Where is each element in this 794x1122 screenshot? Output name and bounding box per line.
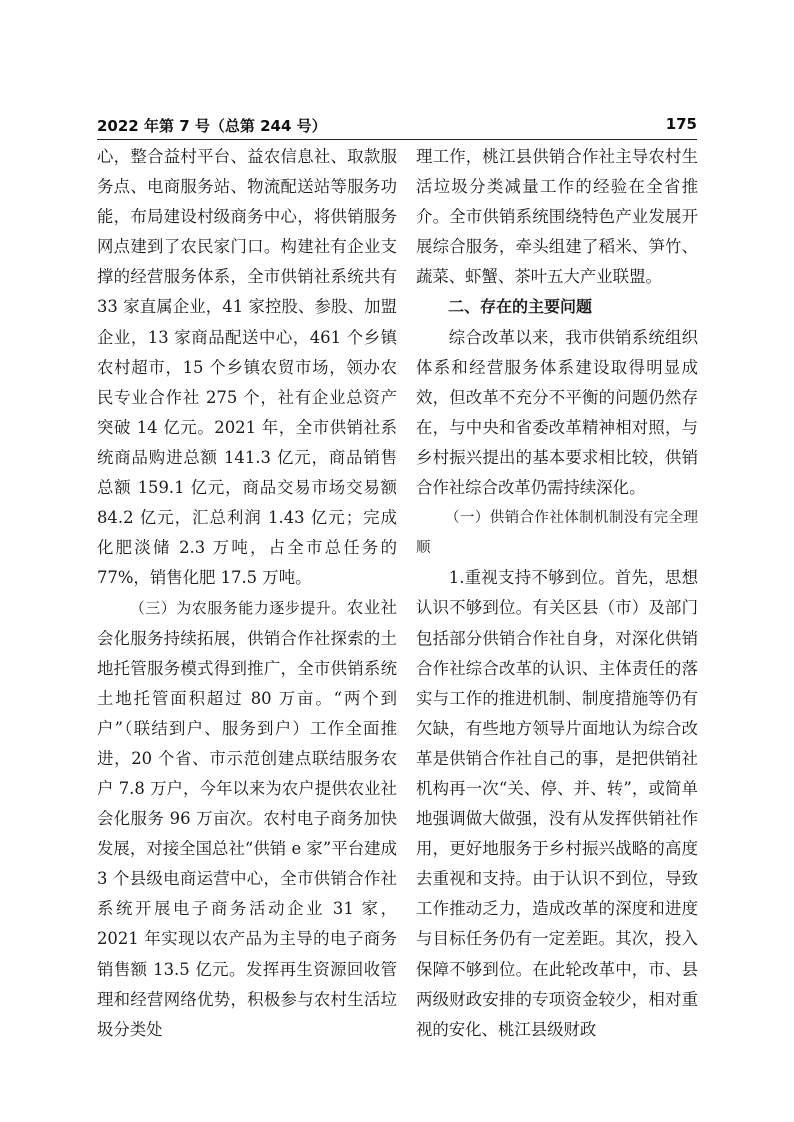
paragraph-heading: （三）为农服务能力逐步提升。: [129, 599, 347, 618]
journal-issue: 2022 年第 7 号（总第 244 号）: [97, 117, 327, 135]
paragraph-service-capacity: [97, 593, 397, 1044]
paragraph-continued: 心，整合益村平台、益农信息社、取款服务点、电商服务站、物流配送站等服务功能，布局建设村级商务中心，将供销服务网点建到了农民家门口。构建社有企业支撑的经营服务体系，全市供销社系统共有 33 家直属企业，41 家控股、参股、加盟企业，13 家商品配送中心，461 个乡镇农村超市，15 个乡镇农贸市场，领办农民专业合作社 275 个，社有企业总资产突破 14 亿元。2021 年，全市供销社系统商品购进总额 141.3 亿元，商品销售总额 159.1 亿元，商品交易市场交易额 84.2 亿元，汇总利润 1.43 亿元；完成化肥淡储 2.3 万吨，占全市总任务的 77%，销售化肥 17.5 万吨。: [97, 147, 397, 588]
section-heading: 二、存在的主要问题: [448, 297, 593, 317]
paragraph-continued: 理工作，桃江县供销合作社主导农村生活垃圾分类减量工作的经验在全省推介。全市供销系统围绕特色产业发展开展综合服务，牵头组建了稻米、笋竹、蔬菜、虾蟹、茶叶五大产业联盟。: [416, 147, 698, 287]
page-number: 175: [665, 115, 697, 133]
sub-heading: （一）供销合作社体制机制没有完全理顺: [416, 510, 698, 557]
paragraph-body: 农业社会化服务持续拓展，供销合作社探索的土地托管服务模式得到推广，全市供销系统土地托管面积超过 80 万亩。“两个到户”（联结到户、服务到户）工作全面推进，20 个省、市示范创建点联结服务农户 7.8 万户，今年以来为农户提供农业社会化服务 96 万亩次。农村电子商务加快发展，对接全国总社“供销 e 家”平台建成 3 个县级电商运营中心，全市供销合作社系统开展电子商务活动企业 31 家，2021 年实现以农产品为主导的电子商务销售额 13.5 亿元。发挥再生资源回收管理和经营网络优势，积极参与农村生活垃圾分类处: [97, 598, 397, 1039]
page-header: [97, 113, 697, 137]
paragraph-support: 1.重视支持不够到位。首先，思想认识不够到位。有关区县（市）及部门包括部分供销合作社自身，对深化供销合作社综合改革的认识、主体责任的落实与工作的推进机制、制度措施等仍有欠缺，有些地方领导片面地认为综合改革是供销合作社自己的事，是把供销社机构再一次“关、停、并、转”，或简单地强调做大做强，没有从发挥供销社作用，更好地服务于乡村振兴战略的高度去重视和支持。由于认识不到位，导致工作推动乏力，造成改革的深度和进度与目标任务仍有一定差距。其次，投入保障不够到位。在此轮改革中，市、县两级财政安排的专项资金较少，相对重视的安化、桃江县级财政: [416, 568, 698, 1039]
left-column: [97, 142, 397, 1102]
right-column: [416, 142, 698, 1102]
paragraph-intro: 综合改革以来，我市供销系统组织体系和经营服务体系建设取得明显成效，但改革不充分不平衡的问题仍然存在，与中央和省委改革精神相对照，与乡村振兴提出的基本要求相比较，供销合作社综合改革仍需持续深化。: [416, 327, 698, 498]
header-rule: [97, 139, 697, 140]
